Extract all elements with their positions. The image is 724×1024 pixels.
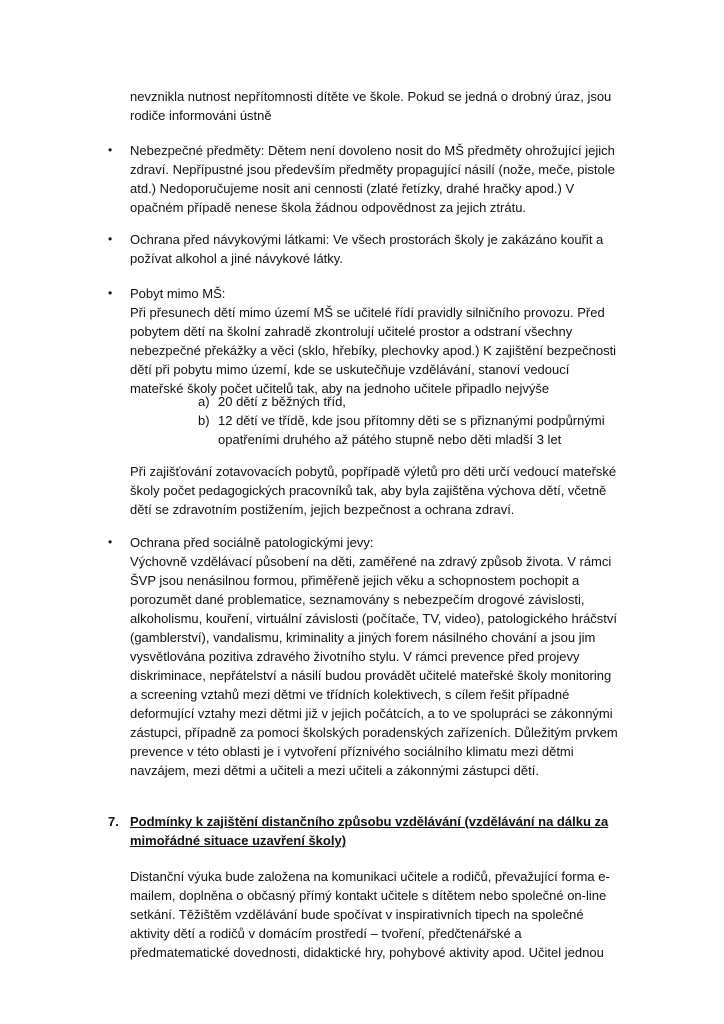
paragraph-line: prevence v této oblasti je i vytvoření příznivého sociálního klimatu mezi dětmi: [130, 744, 574, 759]
paragraph-line: požívat alkohol a jiné návykové látky.: [130, 251, 343, 266]
paragraph-line: Pobyt mimo MŠ:: [130, 286, 226, 301]
intro-line: rodiče informováni ústně: [130, 108, 272, 123]
paragraph-line: zástupci, případně za pomoci školských poradenských zařízeních. Důležitým prvkem: [130, 725, 618, 740]
paragraph-line: a screening vztahů mezi dětmi ve třídních kolektivech, s cílem řešit případné: [130, 687, 570, 702]
paragraph-line: ŠVP jsou nenásilnou formou, přiměřeně jejich věku a schopnostem pochopit a: [130, 573, 580, 588]
sublist-item: opatřeními druhého až pátého stupně nebo děti mladší 3 let: [218, 432, 562, 447]
intro-line: nevznikla nutnost nepřítomnosti dítěte ve škole. Pokud se jedná o drobný úraz, jsou: [130, 89, 612, 104]
paragraph-line: atd.) Nedoporučujeme nosit ani cennosti (zlaté řetízky, drahé hračky apod.) V: [130, 181, 575, 196]
sublist-marker: a): [198, 394, 210, 409]
paragraph-line: mailem, doplněna o občasný přímý kontakt učitele s dítětem nebo společné on-line: [130, 888, 607, 903]
section-heading: mimořádné situace uzavření školy): [130, 833, 347, 848]
bullet-icon: •: [108, 535, 113, 549]
paragraph-line: alkoholismu, kouření, virtuální závislosti (počítače, TV, video), patologického hráčství: [130, 611, 618, 626]
sublist-item: 12 dětí ve třídě, kde jsou přítomny děti se s přiznanými podpůrnými: [218, 413, 605, 428]
paragraph-line: opačném případě nenese škola žádnou odpovědnost za jejich ztrátu.: [130, 200, 527, 215]
sublist-marker: b): [198, 413, 210, 428]
paragraph-line: Při přesunech dětí mimo území MŠ se učitelé řídí pravidly silničního provozu. Před: [130, 305, 605, 320]
paragraph-line: diskriminace, nepřátelství a násilí budou provádět učitelé mateřské školy monitoring: [130, 668, 612, 683]
paragraph-line: dětí při pobytu mimo území, kde se uskutečňuje vzdělávání, stanoví vedoucí: [130, 362, 570, 377]
paragraph-line: deformující vztahy mezi dětmi již v jejich počátcích, a to ve spolupráci se zákonnými: [130, 706, 613, 721]
paragraph-line: mateřské školy počet učitelů tak, aby na jednoho učitele připadlo nejvýše: [130, 381, 550, 396]
bullet-icon: •: [108, 232, 113, 246]
paragraph-line: Distanční výuka bude založena na komunikaci učitele a rodičů, převažující forma e-: [130, 869, 610, 884]
paragraph-line: předmatematické dovednosti, didaktické hry, pohybové aktivity apod. Učitel jednou: [130, 945, 604, 960]
paragraph-line: školy počet pedagogických pracovníků tak, aby byla zajištěna výchova dětí, včetně: [130, 483, 607, 498]
paragraph-line: porozumět dané problematice, seznamovány s nebezpečím drogové závislosti,: [130, 592, 585, 607]
paragraph-line: setkání. Těžištěm vzdělávání bude spočívat v inspirativních tipech na společné: [130, 907, 584, 922]
paragraph-line: Ochrana před návykovými látkami: Ve všech prostorách školy je zakázáno kouřit a: [130, 232, 604, 247]
paragraph-line: zdraví. Nepřípustné jsou především předměty propagující násilí (nože, meče, pistole: [130, 162, 615, 177]
sublist-item: 20 dětí z běžných tříd,: [218, 394, 346, 409]
paragraph-line: pobytem dětí na školní zahradě zkontrolují učitelé prostor a odstraní všechny: [130, 324, 573, 339]
paragraph-line: Výchovně vzdělávací působení na děti, zaměřené na zdravý způsob života. V rámci: [130, 554, 612, 569]
bullet-icon: •: [108, 286, 113, 300]
paragraph-line: navzájem, mezi dětmi a učiteli a mezi učiteli a zákonnými zástupci dětí.: [130, 763, 539, 778]
bullet-icon: •: [108, 143, 113, 157]
paragraph-line: nebezpečné překážky a věci (sklo, hřebíky, plechovky apod.) K zajištění bezpečnosti: [130, 343, 617, 358]
paragraph-line: Nebezpečné předměty: Dětem není dovoleno nosit do MŠ předměty ohrožující jejich: [130, 143, 615, 158]
paragraph-line: aktivity dětí a rodičů v domácím prostředí – tvoření, předčtenářské a: [130, 926, 522, 941]
paragraph-line: vysvětlována pozitiva zdravého životního stylu. V rámci prevence před projevy: [130, 649, 580, 664]
paragraph-line: dětí se zdravotním postižením, jejich bezpečnost a ochrana zdraví.: [130, 502, 515, 517]
section-heading: Podmínky k zajištění distančního způsobu vzdělávání (vzdělávání na dálku za: [130, 814, 609, 829]
section-number: 7.: [108, 814, 119, 829]
paragraph-line: (gamblerství), vandalismu, kriminality a jiných forem násilného chování a jsou jim: [130, 630, 596, 645]
paragraph-line: Při zajišťování zotavovacích pobytů, popřípadě výletů pro děti určí vedoucí mateřské: [130, 464, 617, 479]
paragraph-line: Ochrana před sociálně patologickými jevy:: [130, 535, 374, 550]
